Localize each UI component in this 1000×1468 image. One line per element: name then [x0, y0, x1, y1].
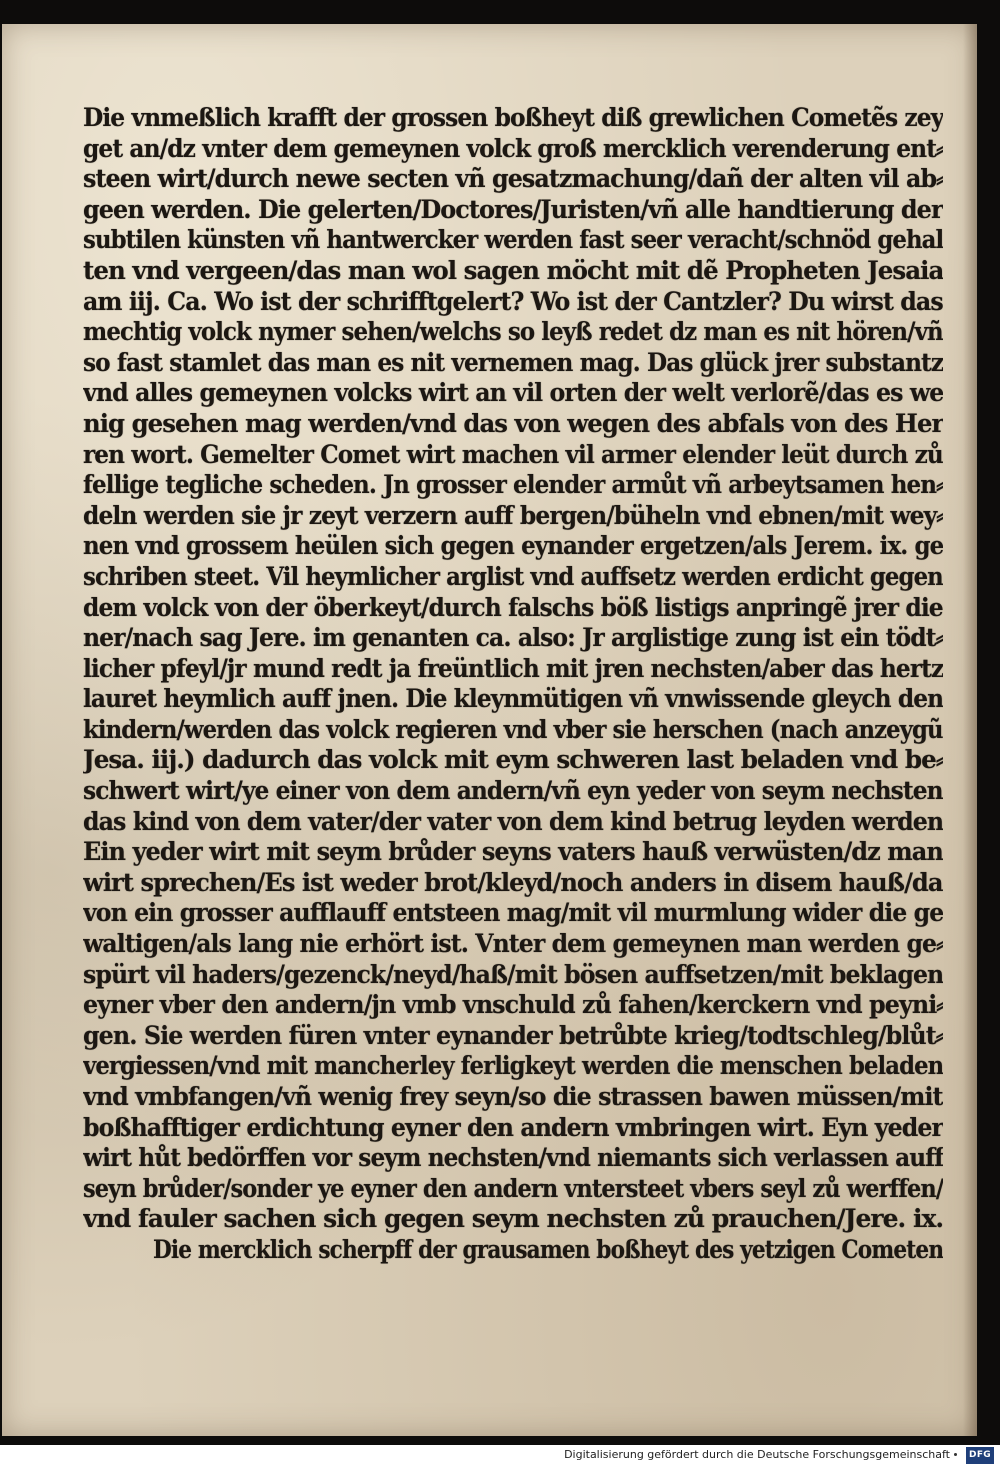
text-line: eyner vber den andern/jn vmb vnschuld zů fahen/kerckern vnd peyni⸗ [83, 990, 943, 1021]
text-line: Jesa. iij.) dadurch das volck mit eym schweren last beladen vnd be⸗ [83, 745, 943, 776]
text-line: ren wort. Gemelter Comet wirt machen vil armer elender leüt durch zů [83, 439, 943, 470]
text-line: nig gesehen mag werden/vnd das von wegen des abfals von des Her [83, 408, 943, 439]
text-line: waltigen/als lang nie erhört ist. Vnter dem gemeynen man werden ge⸗ [83, 929, 943, 960]
text-line: so fast stamlet das man es nit vernemen mag. Das glück jrer substantz [83, 347, 943, 378]
text-line: nen vnd grossem heülen sich gegen eynander ergetzen/als Jerem. ix. ge [83, 531, 943, 562]
footer-bar [0, 1445, 1000, 1468]
text-line: ner/nach sag Jere. im genanten ca. also: Jr arglistige zung ist ein tödt⸗ [83, 623, 943, 654]
text-line: geen werden. Die gelerten/Doctores/Juristen/vñ alle handtierung der [83, 194, 943, 225]
text-line: kindern/werden das volck regieren vnd vber sie herschen (nach anzeygũ [83, 714, 943, 745]
text-line: subtilen künsten vñ hantwercker werden fast seer veracht/schnöd gehal [83, 225, 943, 256]
text-line: schriben steet. Vil heymlicher arglist vnd auffsetz werden erdicht gegen [83, 561, 943, 592]
text-line: am iij. Ca. Wo ist der schrifftgelert? Wo ist der Cantzler? Du wirst das [83, 286, 943, 317]
funding-credit-text: Digitalisierung gefördert durch die Deutsche Forschungsgemeinschaft [564, 1448, 950, 1461]
text-line: das kind von dem vater/der vater von dem kind betrug leyden werden [83, 806, 943, 837]
text-line: gen. Sie werden füren vnter eynander betrůbte krieg/todtschleg/blůt⸗ [83, 1020, 943, 1051]
text-line: schwert wirt/ye einer von dem andern/vñ eyn yeder von seym nechsten [83, 776, 943, 807]
text-line: vnd alles gemeynen volcks wirt an vil orten der welt verlorẽ/das es we [83, 378, 943, 409]
text-line: get an/dz vnter dem gemeynen volck groß mercklich verenderung ent⸗ [83, 133, 943, 164]
text-line: spürt vil haders/gezenck/neyd/haß/mit bösen auffsetzen/mit beklagen [83, 959, 943, 990]
text-line: licher pfeyl/jr mund redt ja freüntlich mit jren nechsten/aber das hertz [83, 653, 943, 684]
text-line: ten vnd vergeen/das man wol sagen möcht mit dẽ Propheten Jesaia [83, 255, 943, 286]
text-line: Ein yeder wirt mit seym brůder seyns vaters hauß verwüsten/dz man [83, 837, 943, 868]
text-line: wirt sprechen/Es ist weder brot/kleyd/noch anders in disem hauß/da [83, 867, 943, 898]
text-line: von ein grosser aufflauff entsteen mag/mit vil murmlung wider die ge [83, 898, 943, 929]
text-line: mechtig volck nymer sehen/welchs so leyß redet dz man es nit hören/vñ [83, 317, 943, 348]
text-line: seyn brůder/sonder ye eyner den andern vntersteet vbers seyl zů werffen/ [83, 1173, 943, 1204]
dfg-logo-icon: DFG [966, 1447, 994, 1464]
text-line: dem volck von der öberkeyt/durch falschs böß listigs anpringẽ jrer die [83, 592, 943, 623]
text-line: lauret heymlich auff jnen. Die kleynmütigen vñ vnwissende gleych den [83, 684, 943, 715]
text-line: vnd vmbfangen/vñ wenig frey seyn/so die strassen bawen müssen/mit [83, 1082, 943, 1112]
text-line: Die vnmeßlich krafft der grossen boßheyt diß grewlichen Cometẽs zey [83, 103, 943, 133]
text-line: steen wirt/durch newe secten vñ gesatzmachung/dañ der alten vil ab⸗ [83, 164, 943, 195]
text-line: vergiessen/vnd mit mancherley ferligkeyt werden die menschen beladen [83, 1051, 943, 1082]
text-line: deln werden sie jr zeyt verzern auff bergen/büheln vnd ebnen/mit wey⸗ [83, 500, 943, 531]
separator-dot-icon [954, 1453, 957, 1456]
text-line: vnd fauler sachen sich gegen seym nechsten zů prauchen/Jere. ix. [83, 1204, 943, 1235]
text-line: boßhafftiger erdichtung eyner den andern vmbringen wirt. Eyn yeder [83, 1112, 943, 1143]
text-line: fellige tegliche scheden. Jn grosser elender armůt vñ arbeytsamen hen⸗ [83, 470, 943, 501]
text-line-paragraph-start: Die mercklich scherpff der grausamen boßheyt des yetzigen Cometen [153, 1234, 943, 1265]
page-text-block [83, 103, 943, 1266]
funding-credit [564, 1448, 960, 1461]
text-line: wirt hůt bedörffen vor seym nechsten/vnd niemants sich verlassen auff [83, 1143, 943, 1174]
page-edge-shadow [963, 24, 977, 1436]
